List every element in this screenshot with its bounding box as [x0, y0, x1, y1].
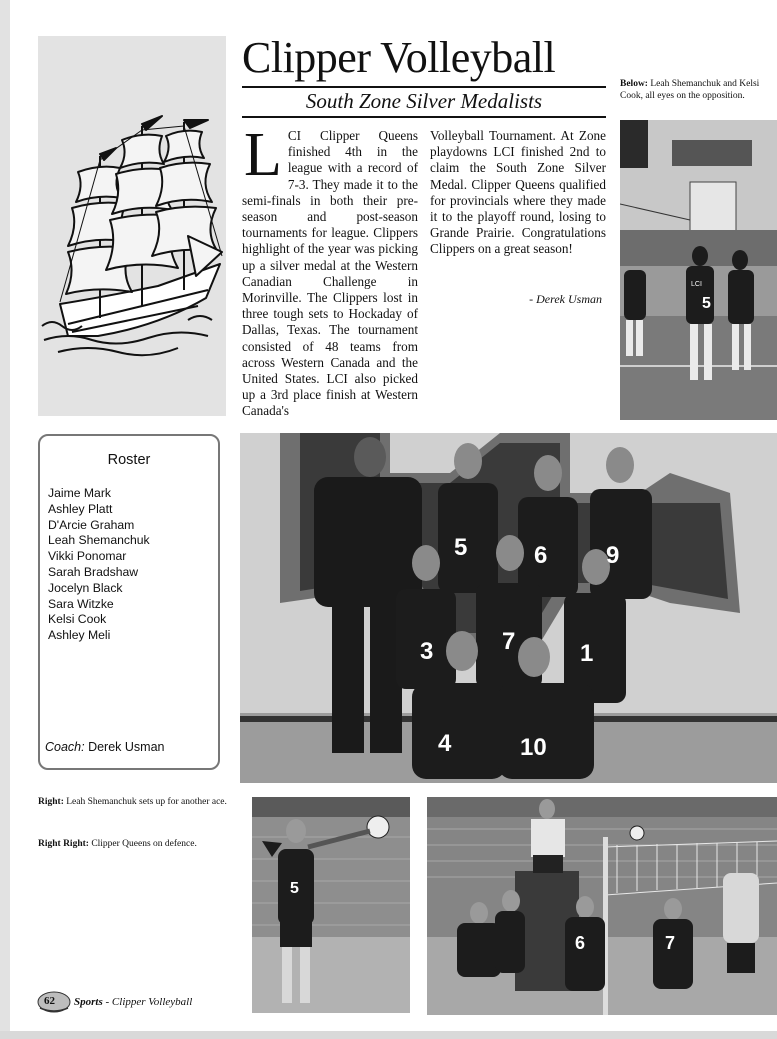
caption-below-text: Leah Shemanchuk and Kelsi Cook, all eyes on the opposition.	[620, 79, 760, 101]
page-number: 62	[44, 995, 55, 1007]
page-title: Clipper Volleyball	[242, 33, 556, 82]
roster-coach	[45, 740, 165, 754]
jersey-number: 7	[665, 933, 676, 953]
jersey-label: LCI	[691, 281, 702, 288]
roster-list	[48, 486, 150, 644]
article-byline: - Derek Usman	[529, 292, 602, 306]
roster-player: Leah Shemanchuk	[48, 533, 150, 548]
jersey-number: 5	[290, 880, 299, 897]
jersey-number: 5	[454, 534, 468, 561]
photo-top-right	[620, 120, 777, 420]
roster-player: Vikki Ponomar	[48, 549, 127, 564]
footer-running-title	[74, 996, 192, 1008]
page-binding-edge	[0, 0, 10, 1039]
coach-label: Coach:	[45, 740, 85, 754]
article-column-2-text: Volleyball Tournament. At Zone playdowns LCI finished 2nd to claim the South Zone Silver Medal. Clipper Queens qualified for provincials where they made it to the playoff round, losing to Grande Prairie. Congratulations Clippers on a great season!	[430, 128, 606, 257]
clipper-ship-icon	[38, 36, 226, 416]
caption-right-text: Leah Shemanchuk sets up for another ace.	[63, 797, 227, 807]
jersey-number: 3	[420, 638, 434, 665]
roster-player: D'Arcie Graham	[48, 517, 135, 532]
roster-player: Jocelyn Black	[48, 580, 123, 595]
photo-bottom-left	[252, 797, 410, 1013]
page-footer	[36, 990, 192, 1014]
jersey-number: 4	[438, 730, 452, 757]
jersey-number: 9	[606, 542, 620, 569]
drop-cap: L	[244, 121, 282, 189]
jersey-number: 6	[575, 933, 586, 953]
title-rule-bottom	[242, 116, 606, 118]
page-subtitle: South Zone Silver Medalists	[305, 89, 543, 113]
jersey-number: 7	[502, 628, 516, 655]
caption-right	[38, 796, 228, 808]
page-number-badge	[36, 990, 72, 1014]
footer-subsection: Clipper Volleyball	[111, 996, 193, 1008]
caption-below	[620, 78, 777, 102]
roster-title: Roster	[107, 452, 151, 468]
roster-player: Jaime Mark	[48, 486, 111, 500]
article-column-2	[430, 128, 606, 258]
caption-below-label: Below:	[620, 79, 648, 89]
roster-player: Ashley Platt	[48, 501, 113, 516]
roster-player: Sarah Bradshaw	[48, 564, 139, 579]
ship-illustration-panel	[38, 36, 226, 416]
page-bottom-edge	[0, 1031, 777, 1039]
coach-name: Derek Usman	[84, 740, 165, 754]
caption-right-right	[38, 838, 228, 850]
jersey-number: 10	[520, 734, 547, 761]
photo-bottom-right	[427, 797, 777, 1015]
jersey-number: 5	[702, 295, 711, 312]
jersey-number: 1	[580, 640, 594, 667]
article-column-1	[242, 121, 418, 420]
caption-right-label: Right:	[38, 797, 64, 807]
roster-player: Sara Witzke	[48, 596, 114, 611]
caption-right-right-label: Right Right:	[38, 839, 89, 849]
photo-team	[240, 433, 777, 783]
jersey-number: 6	[534, 542, 548, 569]
caption-right-right-text: Clipper Queens on defence.	[88, 839, 197, 849]
roster-box	[38, 434, 220, 770]
footer-separator: -	[102, 996, 112, 1008]
article-column-1-text: CI Clipper Queens finished 4th in the league with a record of 7-3. They made it to the semi-finals in both their pre-season and post-season tournaments for league. Clippers highlight of the year was picking up a silver medal at the Western Canadian Challenge in Morinville. The Clippers lost in three tough sets to Hockaday of Dallas, Texas. The tournament consisted of 48 teams from across Western Canada and the United States. LCI also picked up a 3rd place finish at Western Canada's	[242, 128, 418, 419]
footer-section: Sports	[74, 996, 103, 1008]
roster-player: Kelsi Cook	[48, 612, 107, 627]
roster-player: Ashley Meli	[48, 628, 111, 643]
